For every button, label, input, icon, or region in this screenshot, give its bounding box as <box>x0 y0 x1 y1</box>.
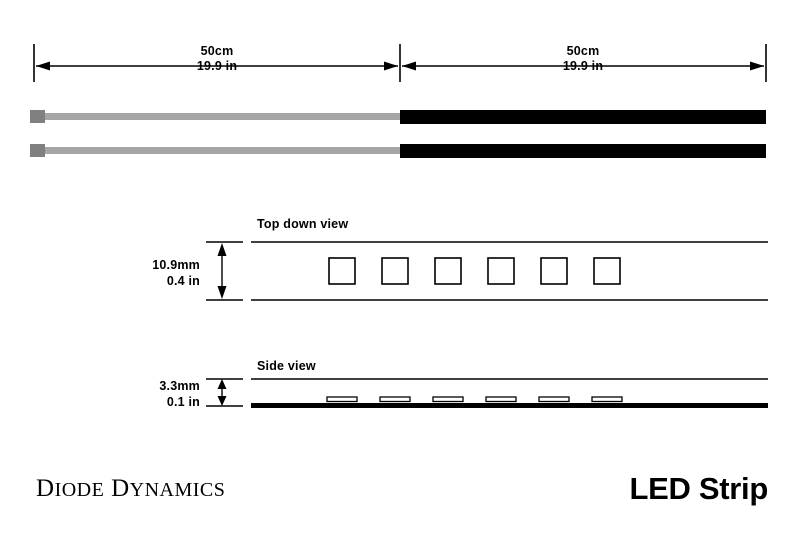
side-view-measure-value-alt: 0.1 in <box>166 395 200 409</box>
dimension-lead-value-alt: 19.9 in <box>196 59 238 73</box>
dimension-lead-value: 50cm <box>200 44 234 58</box>
top-down-measure-value: 10.9mm <box>152 258 200 272</box>
connector-block-bottom <box>30 144 45 157</box>
connector-block-top <box>30 110 45 123</box>
lead-wire-bottom <box>45 147 400 154</box>
brand-logo <box>36 475 225 503</box>
led-square <box>594 258 620 284</box>
side-view-title: Side view <box>257 359 316 373</box>
brand-word-two-rest: YNAMICS <box>129 479 226 501</box>
led-square <box>382 258 408 284</box>
lead-wire-top <box>45 113 400 120</box>
brand-word-two-initial: D <box>111 475 130 502</box>
dimension-label-strip <box>513 44 653 74</box>
product-title: LED Strip <box>629 471 768 506</box>
led-strip-body-bottom <box>400 144 766 158</box>
top-down-view-drawing <box>0 230 800 320</box>
led-side-element <box>433 397 463 402</box>
led-strip-body-top <box>400 110 766 124</box>
led-square <box>435 258 461 284</box>
led-side-element <box>539 397 569 402</box>
dimension-label-lead <box>147 44 287 74</box>
side-strip-base <box>251 403 768 408</box>
strip-wire-illustration <box>0 100 800 180</box>
side-view-measure-value: 3.3mm <box>159 379 200 393</box>
led-square <box>329 258 355 284</box>
led-side-element <box>380 397 410 402</box>
top-down-measure-value-alt: 0.4 in <box>166 274 200 288</box>
top-dimension-lines <box>0 0 800 110</box>
led-side-element <box>592 397 622 402</box>
dimension-strip-value: 50cm <box>566 44 600 58</box>
top-down-view-title: Top down view <box>257 217 349 231</box>
led-square <box>541 258 567 284</box>
side-view-drawing <box>0 370 800 420</box>
brand-word-one-initial: D <box>36 475 55 502</box>
dimension-strip-value-alt: 19.9 in <box>562 59 604 73</box>
led-side-element <box>486 397 516 402</box>
led-square <box>488 258 514 284</box>
brand-word-one-rest: IODE <box>54 479 105 501</box>
led-side-element <box>327 397 357 402</box>
